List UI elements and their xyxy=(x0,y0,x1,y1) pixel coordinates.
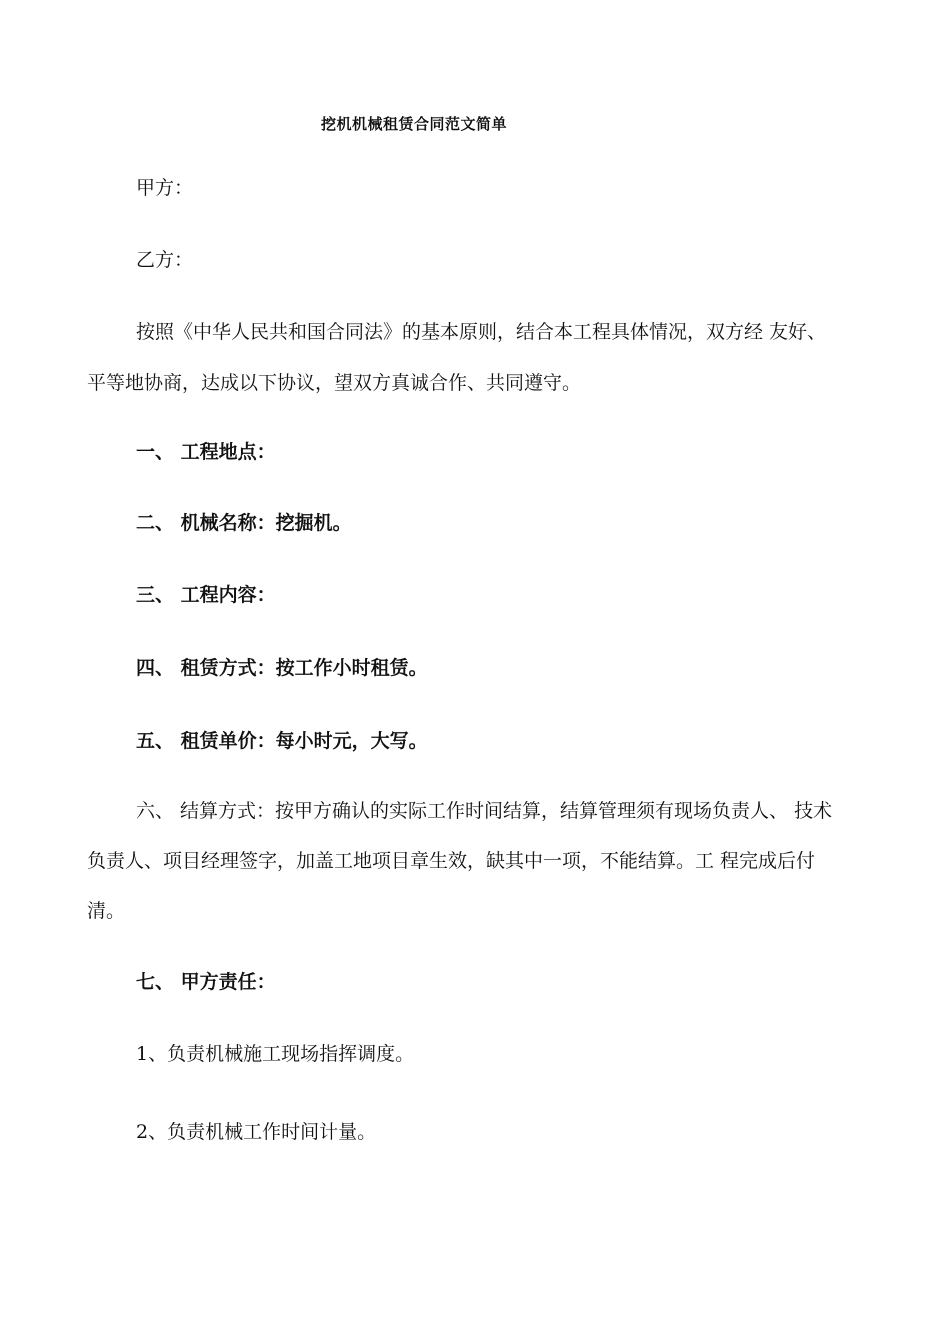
clause-7-item-2: 2、负责机械工作时间计量。 xyxy=(136,1121,377,1143)
document-title: 挖机机械租赁合同范文简单 xyxy=(321,115,508,133)
clause-1-heading: 一、 工程地点： xyxy=(136,441,276,463)
clause-6-line-3: 清。 xyxy=(87,900,126,922)
clause-4-heading: 四、 租赁方式：按工作小时租赁。 xyxy=(136,657,428,679)
clause-7-item-1: 1、负责机械施工现场指挥调度。 xyxy=(136,1043,415,1065)
intro-line-2: 平等地协商，达成以下协议，望双方真诚合作、共同遵守。 xyxy=(87,372,582,394)
clause-3-heading: 三、 工程内容： xyxy=(136,584,276,606)
clause-6-line-2: 负责人、项目经理签字，加盖工地项目章生效，缺其中一项，不能结算。工 程完成后付 xyxy=(87,850,816,872)
clause-5-heading: 五、 租赁单价：每小时元，大写。 xyxy=(136,730,428,752)
clause-7-heading: 七、 甲方责任： xyxy=(136,971,276,993)
clause-6-line-1: 六、 结算方式：按甲方确认的实际工作时间结算，结算管理须有现场负责人、 技术 xyxy=(136,800,833,822)
intro-line-1: 按照《中华人民共和国合同法》的基本原则，结合本工程具体情况，双方经 友好、 xyxy=(136,321,827,343)
party-b-label: 乙方： xyxy=(136,249,194,271)
party-a-label: 甲方： xyxy=(136,177,194,199)
clause-2-heading: 二、 机械名称：挖掘机。 xyxy=(136,512,352,534)
